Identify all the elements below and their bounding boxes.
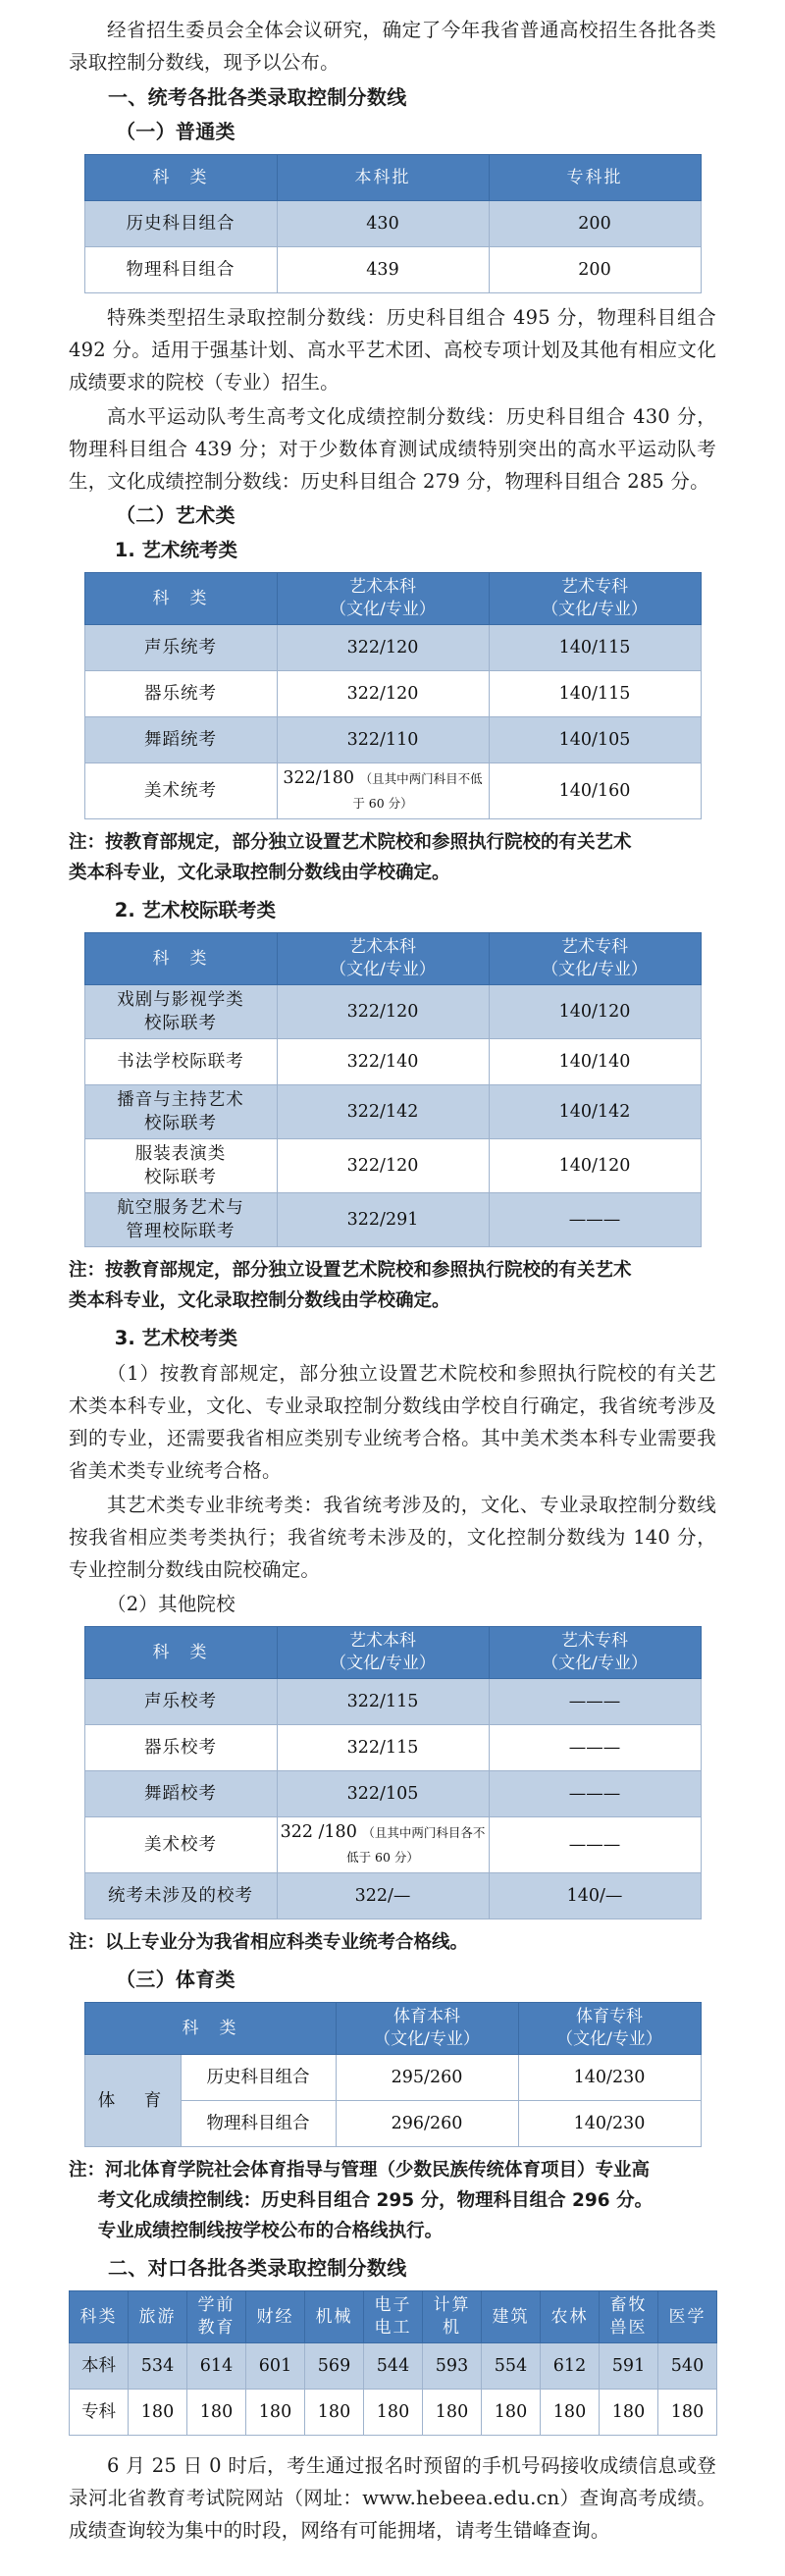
- header-line-1: 医学: [668, 2306, 706, 2327]
- table-header-row: [84, 933, 701, 985]
- note-line-2: 类本科专业，文化录取控制分数线由学校确定。: [69, 1290, 450, 1311]
- cell-value: 534: [129, 2343, 187, 2390]
- label-line-2: 校际联考: [144, 1114, 217, 1133]
- table-putong: [84, 154, 702, 293]
- row-label: 美术统考: [84, 763, 277, 819]
- col-header-nonglin: [541, 2291, 600, 2343]
- art-xiaokao-note: [69, 1927, 716, 1958]
- row-label: 物理科目组合: [181, 2101, 336, 2147]
- label-line-1: 戏剧与影视学类: [117, 990, 244, 1010]
- header-line-1: 电子: [374, 2295, 412, 2315]
- header-line-1: 建筑: [492, 2306, 530, 2327]
- cell-benke: 439: [277, 247, 489, 293]
- table-header-row: [84, 155, 701, 201]
- col-header-jianzhu: [482, 2291, 541, 2343]
- cell-footnote: （且其中两门科目各不低于 60 分）: [346, 1825, 486, 1865]
- cell-zhuanke: ———: [489, 1725, 701, 1771]
- label-line-2: 校际联考: [144, 1168, 217, 1187]
- header-line-1: 财经: [256, 2306, 294, 2327]
- cell-value: 591: [600, 2343, 658, 2390]
- label-line-2: 校际联考: [144, 1014, 217, 1033]
- label-line-1: 播音与主持艺术: [117, 1090, 244, 1110]
- art-xiaoji-title: 2. 艺术校际联考类: [114, 899, 277, 921]
- col-header-dianzidiangong: [364, 2291, 423, 2343]
- cell-zhuanke: ———: [489, 1193, 701, 1247]
- cell-zhuanke: ———: [489, 1771, 701, 1817]
- label-line-1: 航空服务艺术与: [117, 1198, 244, 1218]
- table-row: [84, 671, 701, 717]
- cell-benke: 322/291: [277, 1193, 489, 1247]
- note-line-1: 注：河北体育学院社会体育指导与管理（少数民族传统体育项目）专业高: [69, 2160, 651, 2181]
- header-line-1: 体育专科: [576, 2007, 643, 2026]
- header-line-2: （文化/专业）: [330, 1654, 436, 1673]
- note-line-1: 注：按教育部规定，部分独立设置艺术院校和参照执行院校的有关艺术: [69, 1260, 632, 1281]
- cell-zhuanke: 140/140: [489, 1039, 701, 1085]
- col-header-caijing: [246, 2291, 305, 2343]
- table-row: [84, 625, 701, 671]
- cell-zhuanke: 140/120: [489, 1139, 701, 1193]
- table-row: [84, 763, 701, 819]
- col-header-art-zhuanke: [489, 1627, 701, 1679]
- cell-value: 612: [541, 2343, 600, 2390]
- cell-value: 544: [364, 2343, 423, 2390]
- row-label: [84, 1085, 277, 1139]
- note-line-1: 注：以上专业分为我省相应科类专业统考合格线。: [69, 1932, 469, 1953]
- cell-benke: [277, 1817, 489, 1873]
- col-header-kelei: 科 类: [84, 933, 277, 985]
- table-row: [84, 1193, 701, 1247]
- cell-value: 180: [305, 2390, 364, 2436]
- header-line-2: （文化/专业）: [330, 960, 436, 979]
- table-row: [84, 1725, 701, 1771]
- note-line-2: 类本科专业，文化录取控制分数线由学校确定。: [69, 863, 450, 883]
- high-level-sports-paragraph: 高水平运动队考生高考文化成绩控制分数线：历史科目组合 430 分，物理科目组合 439 分；对于少数体育测试成绩特别突出的高水平运动队考生，文化成绩控制分数线：历史科目组合 279 分，物理科目组合 285 分。: [69, 405, 716, 493]
- header-line-1: 计算: [433, 2295, 471, 2315]
- subsection-putong-title: （一）普通类: [116, 120, 236, 143]
- table-row: [84, 1771, 701, 1817]
- cell-benke: 322/115: [277, 1725, 489, 1771]
- cell-zhuanke: 200: [489, 247, 701, 293]
- cell-value: 180: [600, 2390, 658, 2436]
- final-paragraph: 6 月 25 日 0 时后，考生通过报名时预留的手机号码接收成绩信息或登录河北省教育考试院网站（网址：www.hebeea.edu.cn）查询高考成绩。成绩查询较为集中的时段，网络有可能拥堵，请考生错峰查询。: [69, 2454, 716, 2542]
- label-line-1: 服装表演类: [134, 1144, 227, 1164]
- cell-value: 322/180: [283, 768, 355, 788]
- col-header-kelei: 科 类: [84, 1627, 277, 1679]
- cell-zhuanke: 140/142: [489, 1085, 701, 1139]
- cell-value: 614: [187, 2343, 246, 2390]
- cell-zhuanke: 140/—: [489, 1873, 701, 1919]
- cell-value: 180: [246, 2390, 305, 2436]
- cell-value: 180: [658, 2390, 717, 2436]
- cell-benke: 322/120: [277, 1139, 489, 1193]
- note-line-2: 考文化成绩控制线：历史科目组合 295 分，物理科目组合 296 分。: [97, 2190, 654, 2211]
- cell-zhuanke: 140/115: [489, 625, 701, 671]
- header-line-1: 艺术专科: [561, 1631, 628, 1651]
- intro-paragraph: 经省招生委员会全体会议研究，确定了今年我省普通高校招生各批各类录取控制分数线，现予以公布。: [69, 19, 716, 74]
- cell-zhuanke: 140/115: [489, 671, 701, 717]
- section-1-title: 一、统考各批各类录取控制分数线: [108, 85, 407, 109]
- header-line-1: 旅游: [138, 2306, 177, 2327]
- row-label: 器乐统考: [84, 671, 277, 717]
- table-row: [84, 2055, 701, 2101]
- art-xiaokao-title: 3. 艺术校考类: [114, 1327, 238, 1349]
- art-xiaoji-note: [69, 1255, 716, 1316]
- cell-benke: 322/142: [277, 1085, 489, 1139]
- row-label: 舞蹈统考: [84, 717, 277, 763]
- cell-zhuanke: 140/120: [489, 985, 701, 1039]
- cell-benke: 430: [277, 201, 489, 247]
- col-header-lvyou: [129, 2291, 187, 2343]
- art-xiaokao-paragraph-2: 其艺术类专业非统考类：我省统考涉及的，文化、专业录取控制分数线按我省相应类考类执行；我省统考未涉及的，文化控制分数线为 140 分，专业控制分数线由院校确定。: [69, 1494, 716, 1581]
- header-line-2: 电工: [374, 2318, 412, 2338]
- cell-zhuanke: ———: [489, 1817, 701, 1873]
- cell-benke: [277, 763, 489, 819]
- cell-zhuanke: 140/160: [489, 763, 701, 819]
- art-xiaokao-paragraph-1: （1）按教育部规定，部分独立设置艺术院校和参照执行院校的有关艺术类本科专业，文化、专业录取控制分数线由学校自行确定，我省统考涉及到的专业，还需要我省相应类别专业统考合格。其中美术类本科专业需要我省美术类专业统考合格。: [69, 1362, 716, 1482]
- cell-benke: 322/120: [277, 625, 489, 671]
- table-row: [84, 201, 701, 247]
- col-header-kelei: [70, 2291, 129, 2343]
- header-line-1: 畜牧: [609, 2295, 648, 2315]
- col-header-zhuankepi: 专科批: [489, 155, 701, 201]
- header-line-1: 学前: [197, 2295, 236, 2315]
- table-row: [84, 1679, 701, 1725]
- cell-benke: 322/140: [277, 1039, 489, 1085]
- header-line-2: （文化/专业）: [374, 2029, 480, 2049]
- row-label: 统考未涉及的校考: [84, 1873, 277, 1919]
- table-row: [70, 2343, 717, 2390]
- header-line-2: （文化/专业）: [542, 960, 648, 979]
- note-line-1: 注：按教育部规定，部分独立设置艺术院校和参照执行院校的有关艺术: [69, 832, 632, 853]
- header-line-1: 体育本科: [393, 2007, 460, 2026]
- cell-value: 180: [482, 2390, 541, 2436]
- table-art-xiaoji: [84, 932, 702, 1247]
- table-header-row: [70, 2291, 717, 2343]
- table-row: [70, 2390, 717, 2436]
- cell-value: 554: [482, 2343, 541, 2390]
- cell-zhuanke: 140/105: [489, 717, 701, 763]
- cell-benke: 322/120: [277, 671, 489, 717]
- row-label: 声乐统考: [84, 625, 277, 671]
- cell-value: 569: [305, 2343, 364, 2390]
- row-label: 书法学校际联考: [84, 1039, 277, 1085]
- cell-zhuanke: 200: [489, 201, 701, 247]
- table-row: [84, 985, 701, 1039]
- col-header-tiyu-benke: [336, 2003, 518, 2055]
- cell-benke: 322/115: [277, 1679, 489, 1725]
- table-row: [84, 717, 701, 763]
- cell-value: 601: [246, 2343, 305, 2390]
- col-header-jisuanji: [423, 2291, 482, 2343]
- header-line-1: 机械: [315, 2306, 353, 2327]
- note-line-3: 专业成绩控制线按学校公布的合格线执行。: [97, 2221, 444, 2241]
- header-line-1: 艺术本科: [349, 937, 416, 957]
- table-header-row: [84, 573, 701, 625]
- row-label: 器乐校考: [84, 1725, 277, 1771]
- header-line-2: （文化/专业）: [330, 600, 436, 619]
- table-row: [84, 1817, 701, 1873]
- col-header-benkepi: 本科批: [277, 155, 489, 201]
- cell-zhuanke: ———: [489, 1679, 701, 1725]
- cell-value: 180: [129, 2390, 187, 2436]
- col-header-jixie: [305, 2291, 364, 2343]
- row-label: [84, 985, 277, 1039]
- col-header-art-benke: [277, 933, 489, 985]
- table-art-tongkao: [84, 572, 702, 819]
- art-xiaokao-paragraph-3: （2）其他院校: [107, 1593, 236, 1615]
- col-header-xumushouyi: [600, 2291, 658, 2343]
- table-duikou: [69, 2290, 717, 2436]
- header-line-1: 农林: [550, 2306, 589, 2327]
- row-label: 历史科目组合: [84, 201, 277, 247]
- row-label: 历史科目组合: [181, 2055, 336, 2101]
- table-row: [84, 1039, 701, 1085]
- col-header-yixue: [658, 2291, 717, 2343]
- cell-value: 180: [187, 2390, 246, 2436]
- cell-footnote: （且其中两门科目不低于 60 分）: [352, 771, 483, 811]
- col-header-kelei: 科 类: [84, 2003, 336, 2055]
- table-row: [84, 1085, 701, 1139]
- table-row: [84, 247, 701, 293]
- table-tiyu: [84, 2002, 702, 2147]
- tiyu-note: [69, 2155, 716, 2246]
- cell-benke: 295/260: [336, 2055, 518, 2101]
- table-header-row: [84, 2003, 701, 2055]
- row-label: 美术校考: [84, 1817, 277, 1873]
- col-header-kelei: 科 类: [84, 573, 277, 625]
- cell-benke: 322/110: [277, 717, 489, 763]
- cell-value: 180: [541, 2390, 600, 2436]
- row-label: 本科: [70, 2343, 129, 2390]
- table-row: [84, 1873, 701, 1919]
- row-label: 舞蹈校考: [84, 1771, 277, 1817]
- table-row: [84, 1139, 701, 1193]
- col-header-art-zhuanke: [489, 573, 701, 625]
- table-header-row: [84, 1627, 701, 1679]
- cell-value: 540: [658, 2343, 717, 2390]
- art-tongkao-title: 1. 艺术统考类: [114, 539, 238, 561]
- cell-benke: 322/105: [277, 1771, 489, 1817]
- header-line-1: 艺术本科: [349, 577, 416, 597]
- header-line-2: （文化/专业）: [542, 600, 648, 619]
- section-2-title: 二、对口各批各类录取控制分数线: [108, 2256, 407, 2280]
- col-header-tiyu-zhuanke: [518, 2003, 701, 2055]
- header-line-1: 艺术本科: [349, 1631, 416, 1651]
- table-art-xiaokao: [84, 1626, 702, 1919]
- row-label: 声乐校考: [84, 1679, 277, 1725]
- art-tongkao-note: [69, 827, 716, 888]
- header-line-2: 兽医: [609, 2318, 648, 2338]
- col-header-art-benke: [277, 1627, 489, 1679]
- col-header-kelei: 科 类: [84, 155, 277, 201]
- row-label: 专科: [70, 2390, 129, 2436]
- header-line-2: （文化/专业）: [542, 1654, 648, 1673]
- row-label: [84, 1193, 277, 1247]
- row-group-label: 体 育: [84, 2055, 181, 2147]
- row-label: [84, 1139, 277, 1193]
- subsection-art-title: （二）艺术类: [116, 503, 236, 527]
- header-line-2: 教育: [197, 2318, 236, 2338]
- row-label: 物理科目组合: [84, 247, 277, 293]
- col-header-art-zhuanke: [489, 933, 701, 985]
- label-line-2: 管理校际联考: [126, 1222, 236, 1241]
- cell-value: 593: [423, 2343, 482, 2390]
- cell-benke: 322/120: [277, 985, 489, 1039]
- header-line-1: 艺术专科: [561, 577, 628, 597]
- header-line-2: 机: [443, 2318, 461, 2338]
- cell-value: 180: [364, 2390, 423, 2436]
- cell-zhuanke: 140/230: [518, 2101, 701, 2147]
- col-header-art-benke: [277, 573, 489, 625]
- header-line-1: 艺术专科: [561, 937, 628, 957]
- cell-zhuanke: 140/230: [518, 2055, 701, 2101]
- cell-benke: 322/—: [277, 1873, 489, 1919]
- cell-benke: 296/260: [336, 2101, 518, 2147]
- header-line-2: （文化/专业）: [556, 2029, 662, 2049]
- special-type-paragraph: 特殊类型招生录取控制分数线：历史科目组合 495 分，物理科目组合 492 分。适用于强基计划、高水平艺术团、高校专项计划及其他有相应文化成绩要求的院校（专业）招生。: [69, 306, 716, 394]
- header-line-1: 科类: [79, 2306, 118, 2327]
- col-header-xueqianjiaoyu: [187, 2291, 246, 2343]
- cell-value: 180: [423, 2390, 482, 2436]
- subsection-tiyu-title: （三）体育类: [116, 1968, 236, 1991]
- cell-value: 322 /180: [280, 1822, 357, 1842]
